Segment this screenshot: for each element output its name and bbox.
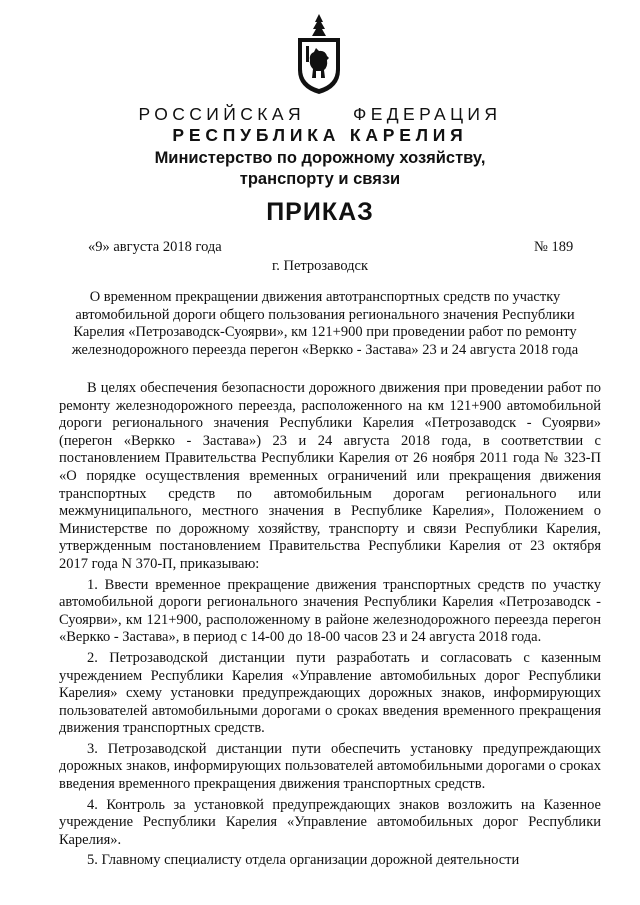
ministry-heading (0, 148, 640, 190)
order-date: «9» августа 2018 года (88, 239, 222, 255)
issue-city: г. Петрозаводск (271, 258, 369, 274)
document-type: ПРИКАЗ (266, 198, 374, 226)
country-heading (0, 104, 640, 124)
order-body (59, 380, 601, 870)
order-item: 1. Ввести временное прекращение движения транспортных средств по участку автомобильной дороги регионального значения Республики Карелия «Петрозаводск - Суоярви», км 121+900, расположенному в районе железнодорожного переезда перегон «Веркко - Застава», в период с 14-00 до 18-00 часов 23 и 24 августа 2018 года. (59, 576, 601, 646)
ministry-line-1: Министерство по дорожному хозяйству, (154, 149, 486, 167)
coat-of-arms-icon (294, 12, 344, 96)
order-item: 2. Петрозаводской дистанции пути разработать и согласовать с казенным учреждением Республики Карелия «Управление автомобильных дорог Республики Карелия» схему установки предупреждающих дорожных знаков, информирующих пользователей автомобильными дорогами о сроках введения временного прекращения движения транспортных средств. (59, 649, 601, 737)
ministry-line-2: транспорту и связи (239, 170, 401, 188)
order-item: 3. Петрозаводской дистанции пути обеспечить установку предупреждающих дорожных знаков, информирующих пользователей автомобильными дорогами о сроках введения временного прекращения движения транспортных средств. (59, 740, 601, 793)
order-item: 4. Контроль за установкой предупреждающих знаков возложить на Казенное учреждение Республики Карелия «Управление автомобильных дорог Республики Карелия». (59, 796, 601, 848)
preamble-paragraph: В целях обеспечения безопасности дорожного движения при проведении работ по ремонту железнодорожного переезда, расположенного на км 121+900 автомобильной дороги регионального значения Республики Карелия «Петрозаводск - Суоярви» (перегон «Веркко - Застава») 23 и 24 августа 2018 года, в соответствии с постановлением Правительства Республики Карелия от 26 ноября 2011 года № 323-П «О порядке осуществления временных ограничений или прекращения движения транспортных средств по автомобильным дорогам регионального или межмуниципального, местного значения в Республике Карелия», Положением о Министерстве по дорожному хозяйству, транспорту и связи Республики Карелия, утвержденным постановлением Правительства Республики Карелия от 23 октября 2017 года N 370-П, приказываю: (59, 380, 601, 572)
country-word-2: ФЕДЕРАЦИЯ (353, 104, 502, 124)
order-item: 5. Главному специалисту отдела организации дорожной деятельности (87, 852, 520, 869)
order-number: № 189 (534, 239, 574, 255)
republic-heading: РЕСПУБЛИКА КАРЕЛИЯ (172, 125, 468, 145)
country-word-1: РОССИЙСКАЯ (138, 104, 306, 124)
order-subject: О временном прекращении движения автотранспортных средств по участку автомобильной дороги общего пользования регионального значения Республики Карелия «Петрозаводск-Суоярви», км 121+900 при проведении работ по ремонту железнодорожного переезда перегон «Веркко - Застава» 23 и 24 августа 2018 года (71, 289, 579, 358)
